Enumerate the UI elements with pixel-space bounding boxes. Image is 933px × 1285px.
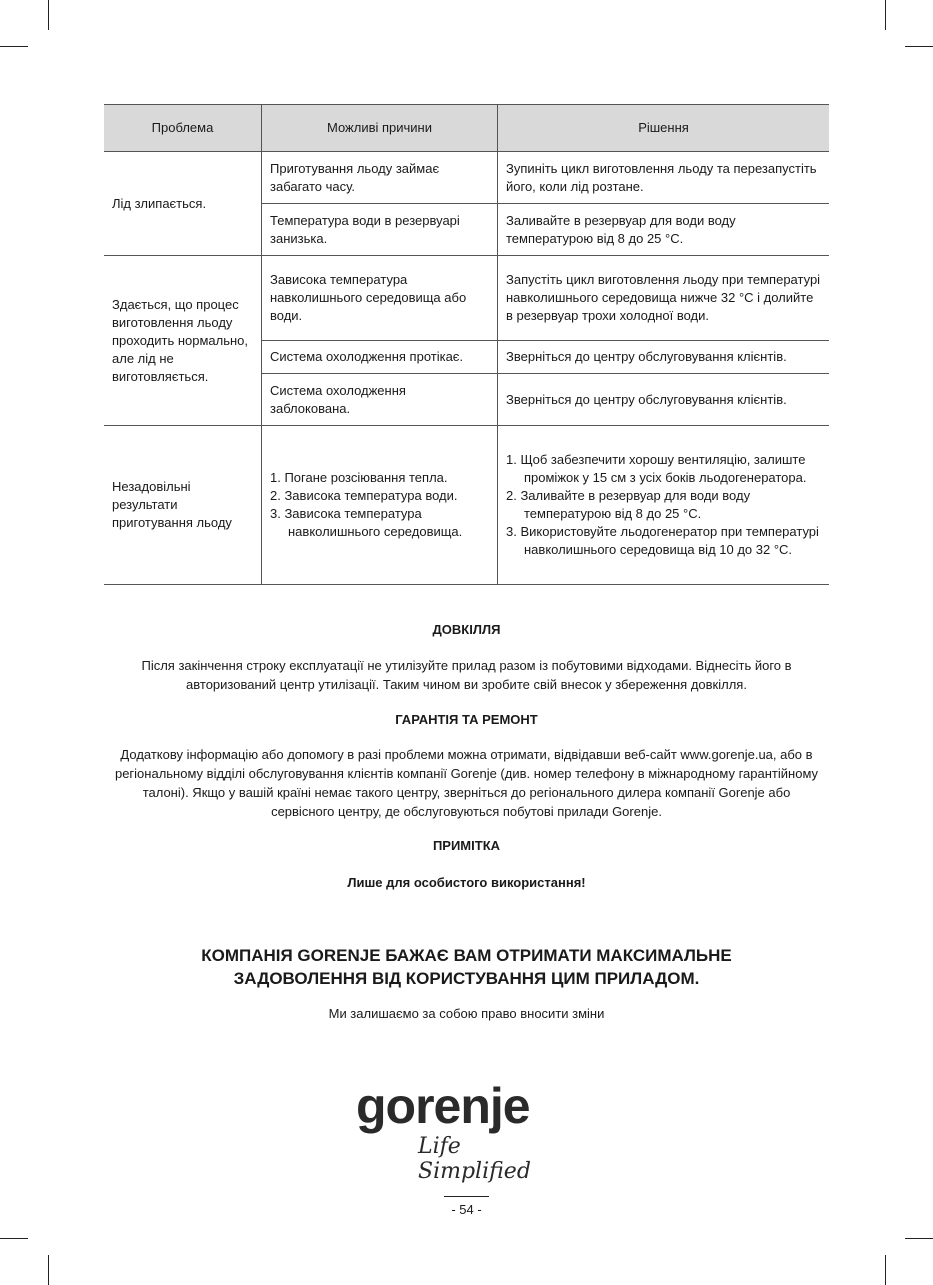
solution-list: [506, 451, 821, 559]
header-causes: Можливі причини: [262, 105, 498, 152]
solution-cell: Зупиніть цикл виготовлення льоду та перезапустіть його, коли лід розтане.: [498, 152, 830, 204]
warranty-title: ГАРАНТІЯ ТА РЕМОНТ: [395, 712, 538, 727]
note-title: ПРИМІТКА: [432, 838, 501, 853]
troubleshooting-table: [104, 104, 829, 585]
problem-cell: Здається, що процес виготовлення льоду проходить нормально, але лід не виготовляється.: [104, 256, 262, 426]
crop-mark: [48, 1255, 49, 1285]
list-item: 2. Зависока температура води.: [270, 488, 458, 503]
list-item: 3. Зависока температура навколишнього середовища.: [270, 506, 463, 539]
table-row: [104, 256, 829, 341]
cause-list-cell: [262, 426, 498, 585]
solution-cell: Запустіть цикл виготовлення льоду при температурі навколишнього середовища нижче 32 °C і долийте в резервуар трохи холодної води.: [498, 256, 830, 341]
cause-cell: Система охолодження заблокована.: [262, 374, 498, 426]
crop-mark: [885, 1255, 886, 1285]
problem-cell: Лід злипається.: [104, 152, 262, 256]
table-row: [104, 152, 829, 204]
header-solution: Рішення: [498, 105, 830, 152]
list-item: 1. Погане розсіювання тепла.: [270, 470, 448, 485]
crop-mark: [905, 1238, 933, 1239]
header-problem: Проблема: [104, 105, 262, 152]
closing-line-2: ЗАДОВОЛЕННЯ ВІД КОРИСТУВАННЯ ЦИМ ПРИЛАДОМ.: [233, 969, 700, 988]
closing-line-1: КОМПАНІЯ GORENJE БАЖАЄ ВАМ ОТРИМАТИ МАКСИМАЛЬНЕ: [201, 946, 732, 965]
cause-cell: Система охолодження протікає.: [262, 341, 498, 374]
page-number: - 54 -: [451, 1202, 482, 1217]
logo-tagline: Life Simplified: [418, 1134, 531, 1184]
page-number-rule: [444, 1196, 489, 1197]
solution-cell: Зверніться до центру обслуговування клієнтів.: [498, 374, 830, 426]
solution-cell: Зверніться до центру обслуговування клієнтів.: [498, 341, 830, 374]
table-header-row: [104, 105, 829, 152]
solution-list-cell: [498, 426, 830, 585]
crop-mark: [0, 1238, 28, 1239]
crop-mark: [0, 46, 28, 47]
cause-cell: Зависока температура навколишнього середовища або води.: [262, 256, 498, 341]
environment-text: Після закінчення строку експлуатації не утилізуйте прилад разом із побутовими відходами. Віднесіть його в авторизований центр утилізації. Таким чином ви зробите свій внесок у збереження довкілля.: [141, 658, 792, 692]
note-text: Лише для особистого використання!: [347, 875, 586, 890]
cause-cell: Температура води в резервуарі занизька.: [262, 204, 498, 256]
crop-mark: [48, 0, 49, 30]
problem-cell: Незадовільні результати приготування льоду: [104, 426, 262, 585]
gorenje-logo: [356, 1078, 576, 1184]
environment-title: ДОВКІЛЛЯ: [432, 622, 501, 637]
cause-list: [270, 469, 489, 541]
list-item: 2. Заливайте в резервуар для води воду температурою від 8 до 25 °C.: [506, 488, 751, 521]
table-row: [104, 426, 829, 585]
solution-cell: Заливайте в резервуар для води воду температурою від 8 до 25 °C.: [498, 204, 830, 256]
warranty-text: Додаткову інформацію або допомогу в разі проблеми можна отримати, відвідавши веб-сайт www.gorenje.ua, або в регіональному відділі обслуговування клієнтів компанії Gorenje (див. номер телефону в міжнародному гарантійному талоні). Якщо у вашій країні немає такого центру, зверніться до регіонального дилера компанії Gorenje або сервісного центру, де обслуговуються побутові прилади Gorenje.: [114, 747, 819, 819]
list-item: 1. Щоб забезпечити хорошу вентиляцію, залиште проміжок у 15 см з усіх боків льодогенератора.: [506, 452, 807, 485]
crop-mark: [905, 46, 933, 47]
crop-mark: [885, 0, 886, 30]
cause-cell: Приготування льоду займає забагато часу.: [262, 152, 498, 204]
list-item: 3. Використовуйте льодогенератор при температурі навколишнього середовища від 10 до 32 °C.: [506, 524, 819, 557]
reserve-rights: Ми залишаємо за собою право вносити зміни: [328, 1006, 605, 1021]
logo-wordmark: gorenje: [356, 1078, 530, 1134]
